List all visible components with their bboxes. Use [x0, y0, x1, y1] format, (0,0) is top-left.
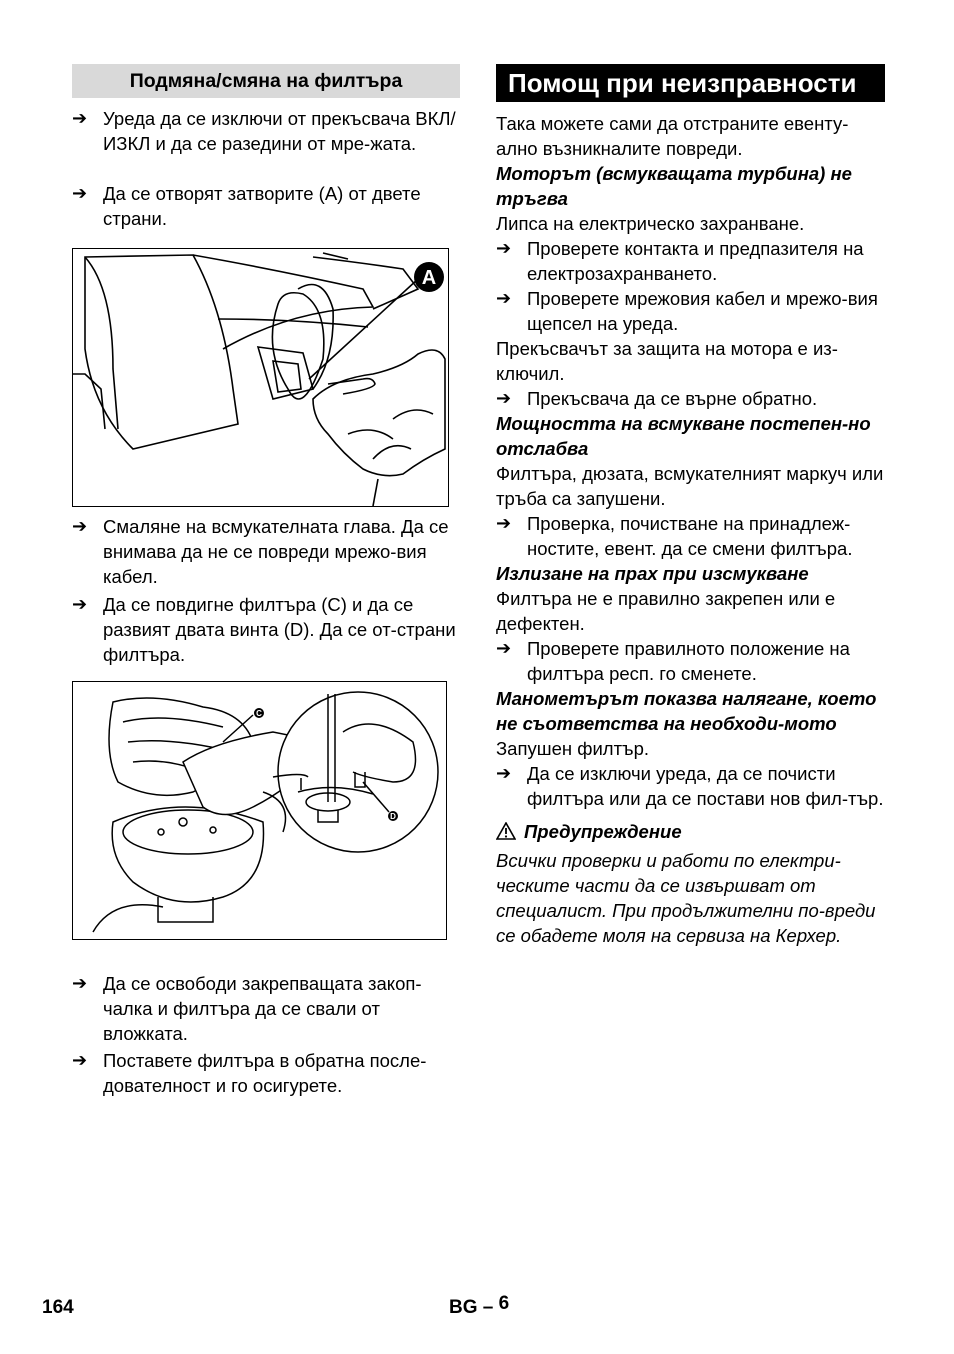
latch-illustration	[73, 249, 448, 506]
troubleshooting-body	[496, 111, 886, 948]
list-item: ➔ Уреда да се изключи от прекъсвача ВКЛ/ИЗКЛ и да се разедини от мре-жата.	[72, 108, 456, 154]
intro-text: Така можете сами да отстраните евенту-ално възникналите повреди.	[496, 113, 849, 159]
warning-heading: Предупреждение	[496, 819, 886, 844]
list-item: ➔ Проверете мрежовия кабел и мрежо-вия щепсел на уреда.	[496, 288, 878, 334]
label-d: D	[390, 812, 396, 821]
warning-text: Всички проверки и работи по електри-ческите части да се извършват от специалист. При продължителни по-вреди се обадете моля на сервиза на Керхер.	[496, 850, 876, 946]
warning-icon	[496, 822, 516, 840]
steps-top	[72, 106, 460, 231]
page-label: BG – 6	[449, 1293, 510, 1318]
cause-text: Запушен филтър.	[496, 738, 650, 759]
arrow-icon: ➔	[72, 516, 88, 536]
arrow-icon: ➔	[72, 1050, 88, 1070]
section-heading-troubleshooting: Помощ при неизправности	[496, 64, 885, 102]
arrow-icon: ➔	[496, 238, 512, 258]
list-item: ➔ Да се освободи закрепващата закоп-чалка и филтъра да се свали от вложката.	[72, 973, 422, 1044]
list-item: ➔ Да се отворят затворите (A) от двете страни.	[72, 183, 421, 229]
arrow-icon: ➔	[496, 638, 512, 658]
arrow-icon: ➔	[496, 763, 512, 783]
subheading-dust: Излизане на прах при изсмукване	[496, 563, 809, 584]
label-c: C	[256, 709, 262, 718]
figure-filter	[72, 681, 447, 940]
cause-text: Филтъра, дюзата, всмукателният маркуч или тръба са запушени.	[496, 463, 884, 509]
list-item: ➔ Да се повдигне филтъра (C) и да се развият двата винта (D). Да се от-страни филтъра.	[72, 594, 456, 665]
cause-text: Прекъсвачът за защита на мотора е из-ключил.	[496, 338, 838, 384]
arrow-icon: ➔	[496, 513, 512, 533]
figure-latch	[72, 248, 449, 507]
page-number: 164	[42, 1297, 74, 1318]
steps-mid	[72, 514, 460, 667]
label-a: A	[421, 267, 437, 289]
list-item: ➔ Поставете филтъра в обратна после-дователност и го осигурете.	[72, 1050, 427, 1096]
arrow-icon: ➔	[72, 108, 88, 128]
section-heading-filter: Подмяна/смяна на филтъра	[72, 64, 460, 98]
arrow-icon: ➔	[496, 388, 512, 408]
cause-text: Липса на електрическо захранване.	[496, 213, 805, 234]
list-item: ➔ Проверете правилното положение на филтъра респ. го сменете.	[496, 638, 850, 684]
subheading-suction: Мощността на всмукване постепен-но отслабва	[496, 413, 871, 459]
arrow-icon: ➔	[72, 183, 88, 203]
list-item: ➔ Прекъсвача да се върне обратно.	[496, 388, 818, 409]
arrow-icon: ➔	[72, 973, 88, 993]
subheading-manometer: Манометърът показва налягане, което не съответства на необходи-мото	[496, 688, 877, 734]
list-item: ➔ Смаляне на всмукателната глава. Да се внимава да не се повреди мрежо-вия кабел.	[72, 516, 449, 587]
subheading-motor: Моторът (всмукващата турбина) не тръгва	[496, 163, 852, 209]
arrow-icon: ➔	[72, 594, 88, 614]
cause-text: Филтъра не е правилно закрепен или е дефектен.	[496, 588, 836, 634]
list-item: ➔ Проверка, почистване на принадлеж-ностите, евент. да се смени филтъра.	[496, 513, 853, 559]
list-item: ➔ Да се изключи уреда, да се почисти филтъра или да се постави нов фил-тър.	[496, 763, 884, 809]
filter-illustration	[73, 682, 446, 939]
steps-bottom	[72, 971, 460, 1098]
arrow-icon: ➔	[496, 288, 512, 308]
list-item: ➔ Проверете контакта и предпазителя на електрозахранването.	[496, 238, 864, 284]
